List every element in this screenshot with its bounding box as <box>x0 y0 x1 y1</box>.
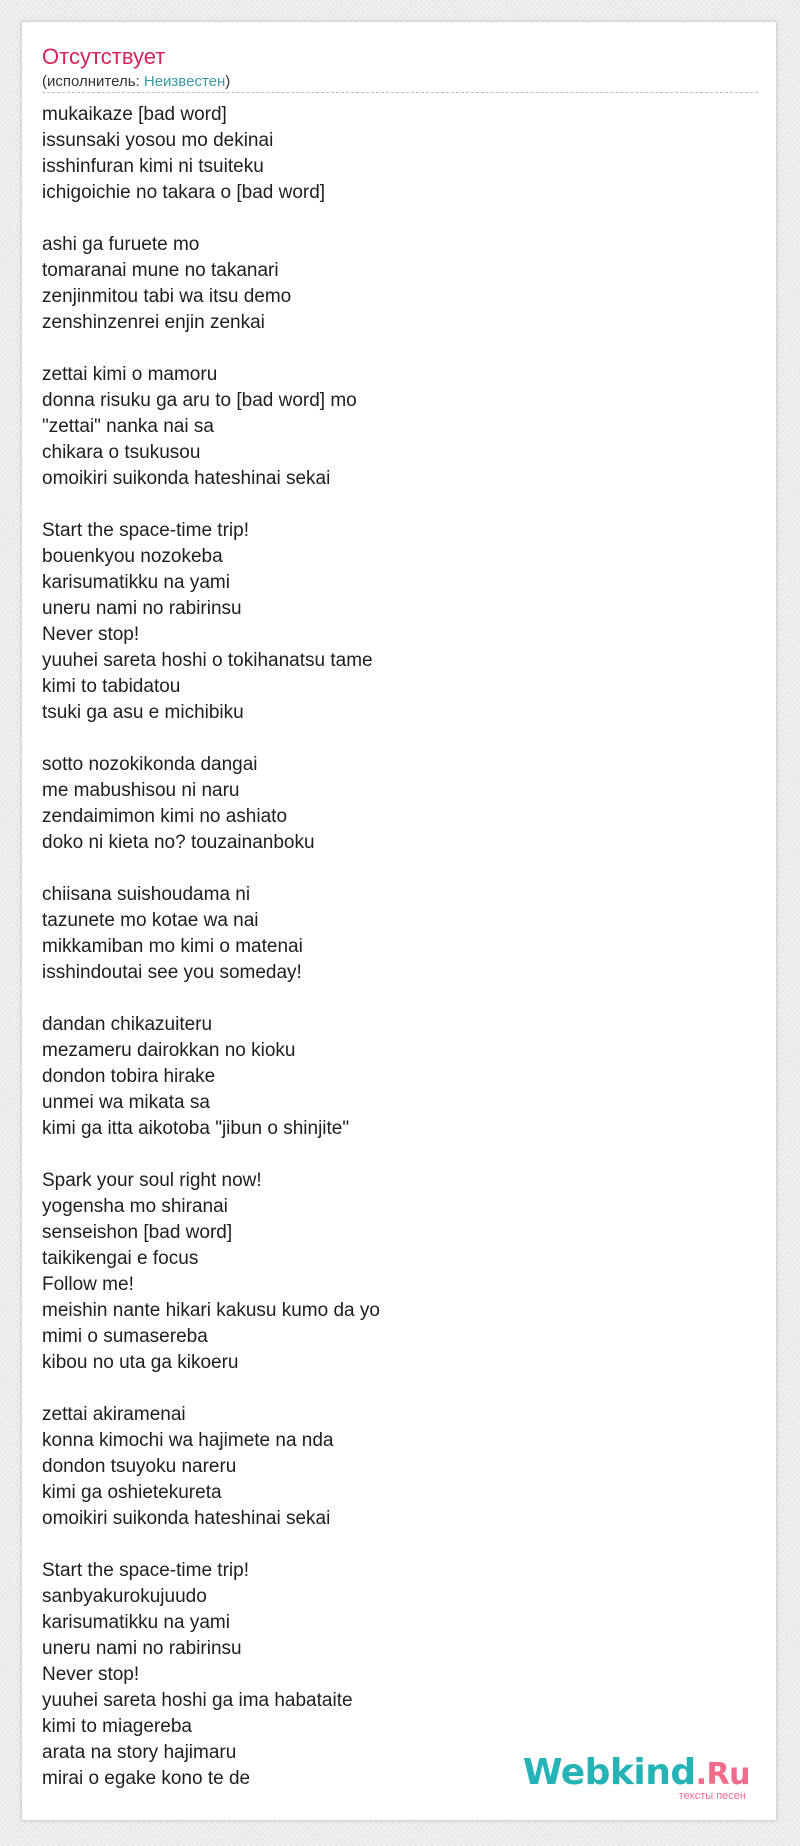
lyric-line: kimi to miagereba <box>42 1716 192 1737</box>
lyric-line: sotto nozokikonda dangai <box>42 754 258 775</box>
lyric-line: Never stop! <box>42 624 140 645</box>
lyric-line: doko ni kieta no? touzainanboku <box>42 832 315 853</box>
lyric-line: omoikiri suikonda hateshinai sekai <box>42 468 331 489</box>
lyric-line: mezameru dairokkan no kioku <box>42 1040 296 1061</box>
lyric-line: bouenkyou nozokeba <box>42 546 223 567</box>
artist-link[interactable]: Неизвестен <box>143 73 226 90</box>
lyric-line: uneru nami no rabirinsu <box>42 598 242 619</box>
logo-tld: .Ru <box>695 1757 750 1792</box>
lyric-line: kimi ga itta aikotoba "jibun o shinjite" <box>42 1118 350 1139</box>
lyric-line: zettai kimi o mamoru <box>42 364 218 385</box>
lyric-line: tsuki ga asu e michibiku <box>42 702 244 723</box>
lyric-line: sanbyakurokujuudo <box>42 1586 207 1607</box>
lyric-line: issunsaki yosou mo dekinai <box>42 130 274 151</box>
lyric-line: zettai akiramenai <box>42 1404 186 1425</box>
lyric-line: dandan chikazuiteru <box>42 1014 213 1035</box>
lyric-line: chiisana suishoudama ni <box>42 884 251 905</box>
lyric-line: Start the space-time trip! <box>42 520 249 541</box>
lyric-line: uneru nami no rabirinsu <box>42 1638 242 1659</box>
lyrics-stanza <box>42 1168 758 1376</box>
artist-suffix: ) <box>225 73 231 90</box>
lyrics-stanza <box>42 518 758 726</box>
lyric-line: senseishon [bad word] <box>42 1222 233 1243</box>
logo-wordmark <box>523 1754 750 1794</box>
lyric-line: kimi to tabidatou <box>42 676 181 697</box>
lyrics-stanza <box>42 362 758 492</box>
lyric-line: dondon tsuyoku nareru <box>42 1456 237 1477</box>
lyric-line: tazunete mo kotae wa nai <box>42 910 259 931</box>
lyrics-text <box>42 102 758 1818</box>
lyric-line: konna kimochi wa hajimete na nda <box>42 1430 334 1451</box>
lyric-line: Follow me! <box>42 1274 134 1295</box>
lyric-line: karisumatikku na yami <box>42 572 230 593</box>
lyric-line: me mabushisou ni naru <box>42 780 240 801</box>
lyrics-stanza <box>42 232 758 336</box>
song-title: Отсутствует <box>42 44 166 69</box>
lyric-line: mukaikaze [bad word] <box>42 104 227 125</box>
lyric-line: Spark your soul right now! <box>42 1170 262 1191</box>
lyric-line: donna risuku ga aru to [bad word] mo <box>42 390 357 411</box>
lyric-line: zenshinzenrei enjin zenkai <box>42 312 265 333</box>
lyric-line: mikkamiban mo kimi o matenai <box>42 936 303 957</box>
lyric-line: tomaranai mune no takanari <box>42 260 279 281</box>
song-header <box>42 44 758 92</box>
logo-tagline: тексты песен <box>678 1790 746 1802</box>
lyric-line: kimi ga oshietekureta <box>42 1482 222 1503</box>
lyric-line: Start the space-time trip! <box>42 1560 249 1581</box>
lyric-line: karisumatikku na yami <box>42 1612 230 1633</box>
artist-line <box>42 72 758 92</box>
lyrics-stanza <box>42 1402 758 1532</box>
lyrics-stanza <box>42 1012 758 1142</box>
lyric-line: meishin nante hikari kakusu kumo da yo <box>42 1300 380 1321</box>
lyric-line: ichigoichie no takara o [bad word] <box>42 182 326 203</box>
lyric-line: unmei wa mikata sa <box>42 1092 210 1113</box>
lyrics-card <box>21 21 777 1821</box>
lyric-line: dondon tobira hirake <box>42 1066 216 1087</box>
logo-name: Webkind <box>522 1752 696 1793</box>
lyric-line: kibou no uta ga kikoeru <box>42 1352 239 1373</box>
site-logo[interactable] <box>523 1754 750 1802</box>
lyrics-stanza <box>42 752 758 856</box>
lyric-line: yuuhei sareta hoshi ga ima habataite <box>42 1690 353 1711</box>
lyric-line: ashi ga furuete mo <box>42 234 200 255</box>
lyric-line: yogensha mo shiranai <box>42 1196 228 1217</box>
lyric-line: mimi o sumasereba <box>42 1326 208 1347</box>
lyrics-stanza <box>42 882 758 986</box>
lyric-line: arata na story hajimaru <box>42 1742 237 1763</box>
lyric-line: "zettai" nanka nai sa <box>42 416 214 437</box>
lyric-line: isshinfuran kimi ni tsuiteku <box>42 156 264 177</box>
lyrics-stanza <box>42 102 758 206</box>
lyric-line: yuuhei sareta hoshi o tokihanatsu tame <box>42 650 373 671</box>
header-divider <box>42 92 758 93</box>
lyric-line: Never stop! <box>42 1664 140 1685</box>
lyric-line: omoikiri suikonda hateshinai sekai <box>42 1508 331 1529</box>
lyric-line: zendaimimon kimi no ashiato <box>42 806 288 827</box>
lyric-line: taikikengai e focus <box>42 1248 199 1269</box>
artist-prefix: (исполнитель: <box>42 73 144 90</box>
lyric-line: isshindoutai see you someday! <box>42 962 302 983</box>
lyric-line: chikara o tsukusou <box>42 442 201 463</box>
lyric-line: zenjinmitou tabi wa itsu demo <box>42 286 292 307</box>
lyric-line: mirai o egake kono te de <box>42 1768 251 1789</box>
